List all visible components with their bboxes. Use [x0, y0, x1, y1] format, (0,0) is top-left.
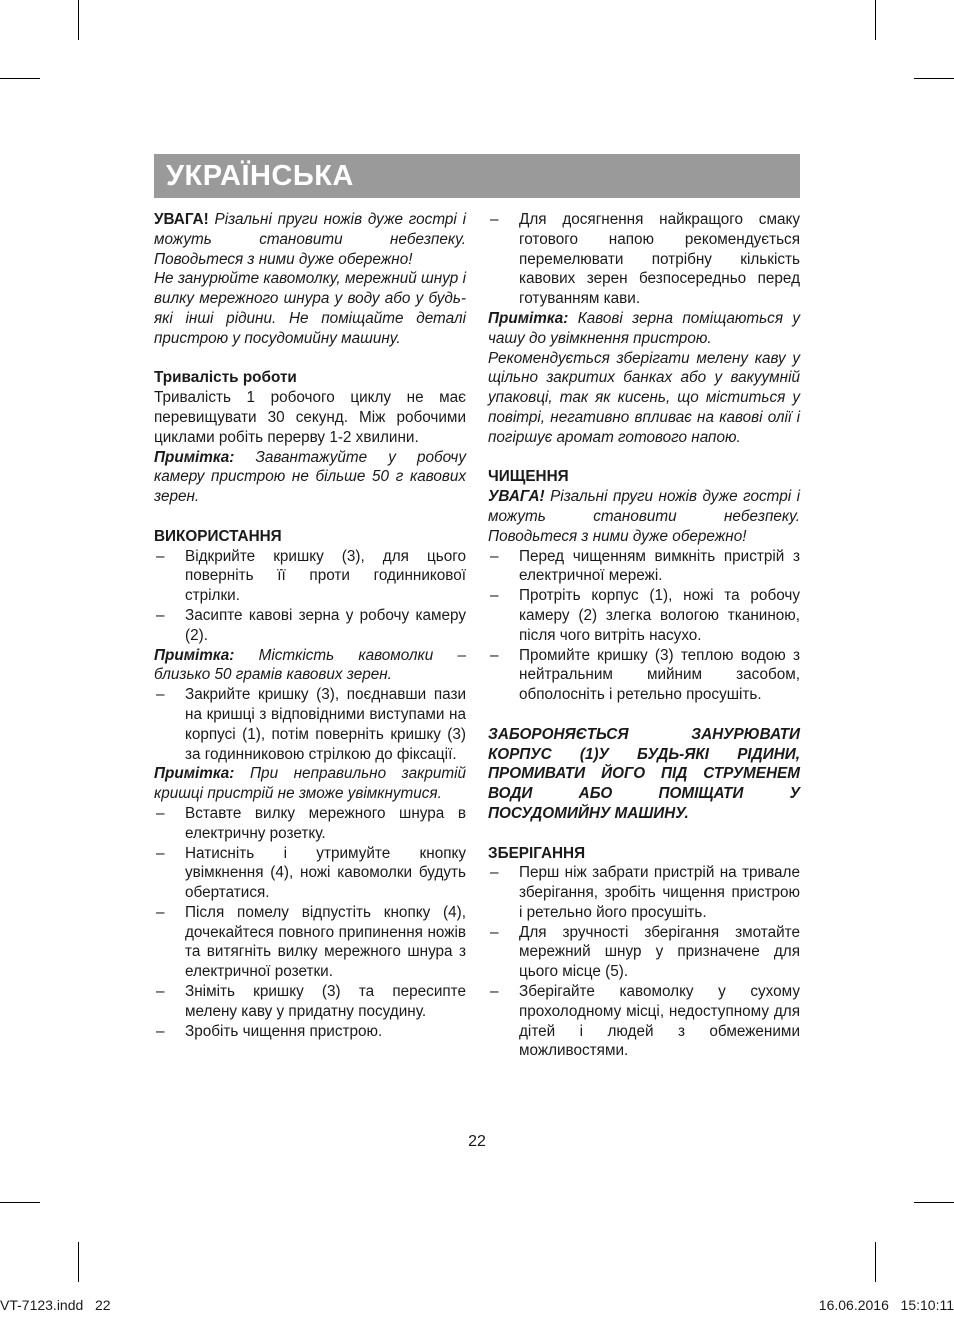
note-paragraph [154, 646, 466, 686]
usage-list-c [154, 804, 466, 1042]
warning-paragraph [488, 487, 800, 546]
list-item: – Зніміть кришку (3) та пересипте мелену каву у придатну посудину. [154, 982, 466, 1022]
list-item: – Вставте вилку мережного шнура в електричну розетку. [154, 804, 466, 844]
storage-heading: ЗБЕРІГАННЯ [488, 844, 586, 862]
duration-heading: Тривалість роботи [154, 369, 297, 387]
note-paragraph [154, 764, 466, 804]
warning-paragraph [154, 210, 466, 269]
list-item: – Протріть корпус (1), ножі та робочу камеру (2) злегка вологою тканиною, після чого витріть насухо. [488, 586, 800, 645]
warning-paragraph-2: Не занурюйте кавомолку, мережний шнур і вилку мережного шнура у воду або у будь-які інші рідини. Не поміщайте деталі пристрою у посудомийну машину. [154, 270, 466, 347]
crop-mark [875, 0, 876, 40]
list-item: – Зберігайте кавомолку у сухому прохолодному місці, недоступному для дітей і людей з обмеженими можливостями. [488, 982, 800, 1061]
list-item: – Промийте кришку (3) теплою водою з нейтральним мийним засобом, обполосніть і ретельно просушіть. [488, 646, 800, 705]
left-column [154, 210, 466, 1041]
duration-text: Тривалість 1 робочого циклу не має перевищувати 30 секунд. Між робочими циклами робіть перерву 1-2 хвилини. [154, 389, 466, 446]
note-label: Примітка: [154, 448, 235, 466]
crop-mark [0, 78, 40, 79]
note-paragraph [154, 448, 466, 507]
cleaning-list [488, 547, 800, 705]
note-text: Кавові зерна поміщаються у чашу до увімкнення пристрою. [488, 309, 800, 347]
footer-datetime: 16.06.2016 15:10:11 [818, 1297, 954, 1313]
note-text: Завантажуйте у робочу камеру пристрою не більше 50 г кавових зерен. [154, 448, 466, 506]
warning-label: УВАГА! [154, 211, 209, 228]
note-text: При неправильно закритій кришці пристрій не зможе увімкнутися. [154, 765, 466, 803]
prohibition-text: ЗАБОРОНЯЄТЬСЯ ЗАНУРЮВАТИ КОРПУС (1)У БУДЬ-ЯКІ РІДИНИ, ПРОМИВАТИ ЙОГО ПІД СТРУМЕНЕМ ВОДИ АБО ПОМІЩАТИ У ПОСУДОМИЙНУ МАШИНУ. [488, 725, 800, 822]
note-label: Примітка: [488, 309, 569, 327]
crop-mark [914, 1202, 954, 1203]
page-title: УКРАЇНСЬКА [166, 160, 354, 192]
note-label: Примітка: [154, 765, 235, 783]
note-paragraph [488, 309, 800, 349]
crop-mark [875, 1242, 876, 1282]
list-item: – Для зручності зберігання змотайте мережний шнур у призначене для цього місце (5). [488, 923, 800, 982]
cleaning-heading: ЧИЩЕННЯ [488, 468, 569, 486]
section-banner [154, 154, 800, 198]
warning-label: УВАГА! [488, 488, 545, 506]
footer-file: VT-7123.indd 22 [0, 1297, 111, 1313]
crop-mark [914, 78, 954, 79]
list-item: – Відкрийте кришку (3), для цього поверніть її проти годинникової стрілки. [154, 547, 466, 606]
usage-list-b [154, 685, 466, 764]
list-item: – Перш ніж забрати пристрій на тривале зберігання, зробіть чищення пристрою і ретельно його просушіть. [488, 863, 800, 922]
list-item: – Закрийте кришку (3), поєднавши пази на кришці з відповідними виступами на корпусі (1), потім поверніть кришку (3) за годинниковою стрілкою до фіксації. [154, 685, 466, 764]
list-item: – Після помелу відпустіть кнопку (4), дочекайтеся повного припинення ножів та витягніть вилку мережного шнура з електричної розетки. [154, 903, 466, 982]
page-number: 22 [468, 1133, 486, 1150]
usage-heading: ВИКОРИСТАННЯ [154, 527, 282, 545]
list-item: – Натисніть і утримуйте кнопку увімкнення (4), ножі кавомолки будуть обертатися. [154, 844, 466, 903]
right-column [488, 210, 800, 1061]
note-text: Місткість кавомолки – близько 50 грамів кавових зерен. [154, 646, 466, 684]
list-item: – Засипте кавові зерна у робочу камеру (2). [154, 606, 466, 646]
usage-list-a [154, 547, 466, 646]
storage-recommendation: Рекомендується зберігати мелену каву у щільно закритих банках або у вакуумній упаковці, так як кисень, що міститься у повітрі, негативно впливає на кавові олії і погіршує аромат готового напою. [488, 349, 800, 446]
note-label: Примітка: [154, 646, 235, 664]
crop-mark [78, 1242, 79, 1282]
storage-list [488, 863, 800, 1061]
list-item: – Перед чищенням вимкніть пристрій з електричної мережі. [488, 547, 800, 587]
warning-text: Різальні пруги ножів дуже гострі і можуть становити небезпеку. Поводьтеся з ними дуже обережно! [154, 211, 466, 268]
crop-mark [78, 0, 79, 40]
tips-list [488, 210, 800, 309]
warning-text: Різальні пруги ножів дуже гострі і можуть становити небезпеку. Поводьтеся з ними дуже обережно! [488, 488, 800, 545]
list-item: – Зробіть чищення пристрою. [154, 1022, 466, 1042]
crop-mark [0, 1202, 40, 1203]
list-item: – Для досягнення найкращого смаку готового напою рекомендується перемелювати потрібну кількість кавових зерен безпосередньо перед готуванням кави. [488, 210, 800, 309]
